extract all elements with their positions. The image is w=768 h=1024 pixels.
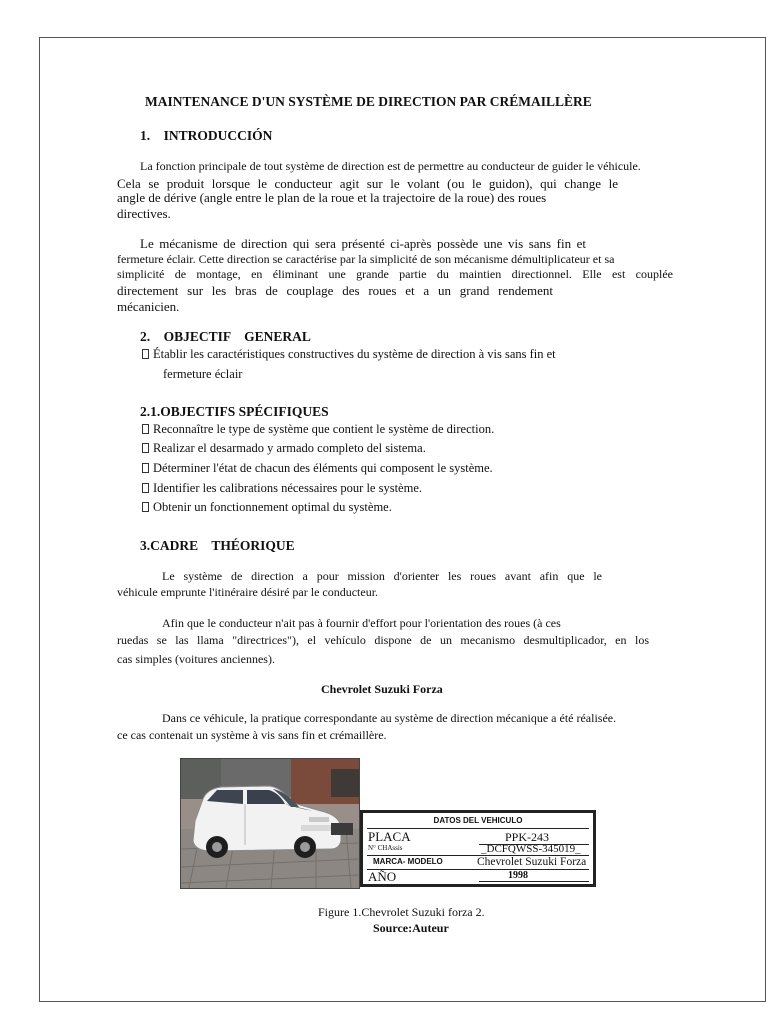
- sec1-p2-line4: directement sur les bras de couplage des roues et a un grand rendement: [117, 283, 553, 298]
- sec1-p1-line2: Cela se produit lorsque le conducteur agit sur le volant (ou le guidon), qui change le: [117, 176, 618, 191]
- specific-objective-item: Reconnaître le type de système que contient le système de direction.: [142, 422, 494, 437]
- specific-objective-item: Identifier les calibrations nécessaires pour le système.: [142, 481, 422, 496]
- vehicle-value-year: 1998: [508, 870, 528, 881]
- checkbox-glyph-icon: [142, 502, 149, 512]
- sec1-p2-line5: mécanicien.: [117, 299, 180, 314]
- section-2-heading: 2. OBJECTIF GENERAL: [140, 329, 311, 344]
- sec3-p1-line2: véhicule emprunte l'itinéraire désiré par le conducteur.: [117, 585, 379, 599]
- checkbox-glyph-icon: [142, 424, 149, 434]
- specific-objective-item: Déterminer l'état de chacun des éléments qui composent le système.: [142, 461, 493, 476]
- vehicle-label-plate: PLACA: [368, 829, 411, 844]
- vehicle-subheading: Chevrolet Suzuki Forza: [321, 682, 443, 696]
- objective-general-item: Établir les caractéristiques constructives du système de direction à vis sans fin et: [142, 347, 556, 362]
- vehicle-value-model: Chevrolet Suzuki Forza: [477, 856, 587, 868]
- sec3-p2-line1: Afin que le conducteur n'ait pas à fournir d'effort pour l'orientation des roues (à ces: [162, 616, 561, 630]
- vehicle-label-chassis: N° CHAssis: [368, 844, 403, 852]
- sec1-p1-line1: La fonction principale de tout système de direction est de permettre au conducteur de guider le véhicule.: [140, 159, 641, 173]
- checkbox-glyph-icon: [142, 349, 149, 359]
- figure-source: Source:Auteur: [373, 921, 449, 935]
- sec3-p2-line3: cas simples (voitures anciennes).: [117, 652, 275, 666]
- sec1-p2-line2: fermeture éclair. Cette direction se caractérise par la simplicité de son mécanisme démultiplicateur et sa: [117, 252, 615, 266]
- sec3-p3-line1: Dans ce véhicule, la pratique correspondante au système de direction mécanique a été réalisée.: [162, 711, 617, 725]
- sec1-p2-line1: Le mécanisme de direction qui sera présenté ci-après possède une vis sans fin et: [140, 236, 586, 251]
- vehicle-data-table: [360, 810, 596, 887]
- vehicle-label-year: AÑO: [368, 869, 397, 884]
- checkbox-glyph-icon: [142, 463, 149, 473]
- document-title: MAINTENANCE D'UN SYSTÈME DE DIRECTION PAR CRÉMAILLÈRE: [145, 94, 592, 109]
- section-3-heading: 3.CADRE THÉORIQUE: [140, 538, 295, 553]
- section-2-1-heading: 2.1.OBJECTIFS SPÉCIFIQUES: [140, 404, 329, 419]
- figure-caption: Figure 1.Chevrolet Suzuki forza 2.: [318, 905, 485, 919]
- checkbox-glyph-icon: [142, 443, 149, 453]
- specific-objective-item: Obtenir un fonctionnement optimal du système.: [142, 500, 392, 515]
- checkbox-glyph-icon: [142, 483, 149, 493]
- vehicle-table-header: DATOS DEL VEHICULO: [433, 816, 523, 825]
- sec1-p2-line3: simplicité de montage, en éliminant une grande partie du maintien directionnel. Elle est couplée: [117, 267, 673, 281]
- sec1-p1-line3: angle de dérive (angle entre le plan de la roue et la trajectoire de la roue) des roues: [117, 190, 547, 205]
- objective-general-item-cont: fermeture éclair: [163, 367, 243, 381]
- sec3-p2-line2: ruedas se las llama "directrices"), el vehículo dispone de un mecanismo desmultiplicador, en los: [117, 633, 649, 647]
- vehicle-value-plate: PPK-243: [505, 830, 550, 844]
- car-photo: [180, 758, 360, 889]
- vehicle-label-model: MARCA- MODELO: [373, 857, 443, 866]
- vehicle-value-chassis: _DCFQWSS-345019_: [481, 843, 581, 855]
- section-1-heading: 1. INTRODUCCIÓN: [140, 128, 273, 143]
- sec1-p1-line4: directives.: [117, 206, 171, 221]
- specific-objective-item: Realizar el desarmado y armado completo del sistema.: [142, 441, 426, 456]
- sec3-p3-line2: ce cas contenait un système à vis sans fin et crémaillère.: [117, 728, 387, 742]
- sec3-p1-line1: Le système de direction a pour mission d'orienter les roues avant afin que le: [162, 569, 602, 583]
